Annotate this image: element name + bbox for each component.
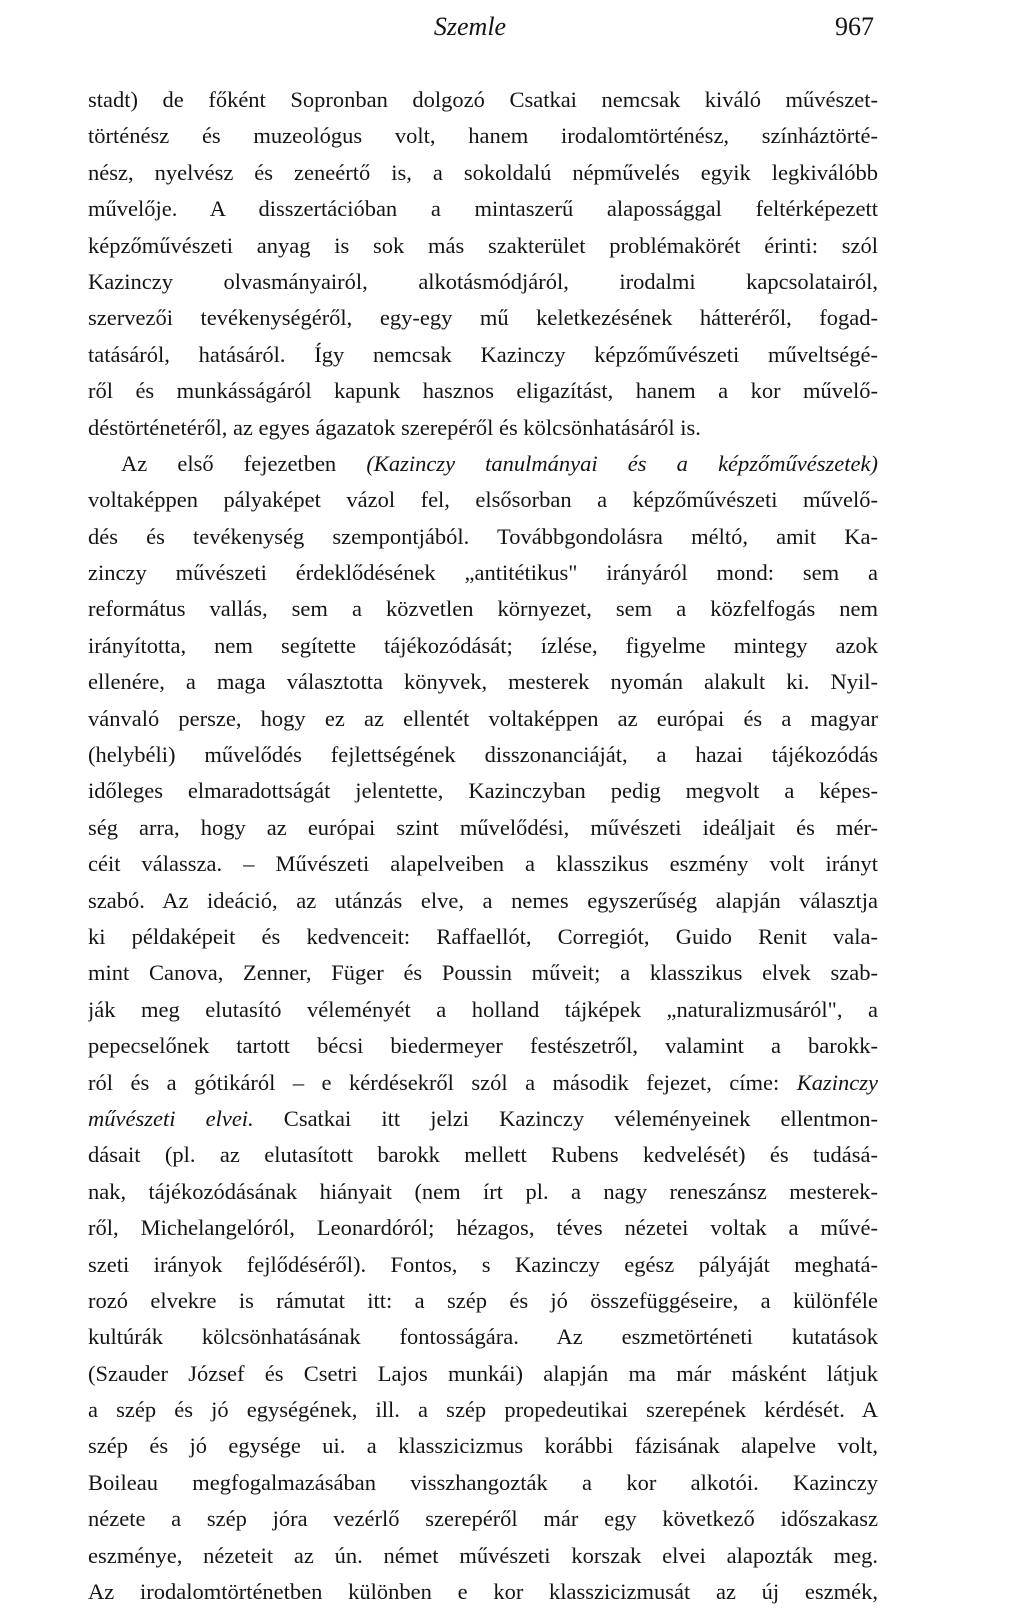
text-line: művelője. A disszertációban a mintaszerű alapossággal feltérképezett: [88, 196, 878, 222]
text-line: szervezői tevékenységéről, egy-egy mű keletkezésének hátteréről, fogad-: [88, 305, 878, 331]
review-body-text: [88, 82, 878, 1610]
text-line: dés és tevékenység szempontjából. Továbbgondolásra méltó, amit Ka-: [88, 523, 878, 549]
text-line: [88, 1065, 878, 1101]
text-line: rozó elvekre is rámutat itt: a szép és jó összefüggéseire, a különféle: [88, 1287, 878, 1313]
text-line: történész és muzeológus volt, hanem irodalomtörténész, színháztörté-: [88, 123, 878, 149]
running-title: Szemle: [433, 12, 507, 41]
text-line: (Szauder József és Csetri Lajos munkái) alapján ma már másként látjuk: [88, 1360, 878, 1386]
text-line: mint Canova, Zenner, Füger és Poussin műveit; a klasszikus elvek szab-: [88, 960, 878, 986]
text-line: [88, 446, 878, 482]
text-line: nézete a szép jóra vezérlő szerepéről már egy következő időszakasz: [88, 1506, 878, 1532]
text-line: ről, Michelangelóról, Leonardóról; hézagos, téves nézetei voltak a művé-: [88, 1215, 878, 1241]
text-line: szép és jó egysége ui. a klasszicizmus korábbi fázisának alapelve volt,: [88, 1433, 878, 1459]
text-line: Kazinczy olvasmányairól, alkotásmódjáról, irodalmi kapcsolatairól,: [88, 268, 878, 294]
text-line: (helybéli) művelődés fejlettségének disszonanciáját, a hazai tájékozódás: [88, 742, 878, 768]
text-line: ség arra, hogy az európai szint művelődési, művészeti ideáljait és mér-: [88, 814, 878, 840]
text-run: ról és a gótikáról – e kérdésekről szól a második fejezet, címe:: [88, 1069, 797, 1095]
text-line: stadt) de főként Sopronban dolgozó Csatkai nemcsak kiváló művészet-: [88, 87, 878, 112]
text-line: ről és munkásságáról kapunk hasznos eligazítást, hanem a kor művelő-: [88, 378, 878, 404]
running-head: [0, 10, 1024, 50]
text-line: szeti irányok fejlődéséről). Fontos, s Kazinczy egész pályáját meghatá-: [88, 1251, 878, 1277]
text-line: irányította, nem segítette tájékozódását; ízlése, figyelme mintegy azok: [88, 632, 878, 658]
text-line: szabó. Az ideáció, az utánzás elve, a nemes egyszerűség alapján választja: [88, 887, 878, 913]
text-line: időleges elmaradottságát jelentette, Kazinczyban pedig megvolt a képes-: [88, 778, 878, 804]
text-line: kultúrák kölcsönhatásának fontosságára. Az eszmetörténeti kutatások: [88, 1324, 878, 1350]
text-line: ki példaképeit és kedvenceit: Raffaellót, Corregiót, Guido Renit vala-: [88, 923, 878, 949]
text-line: református vallás, sem a közvetlen környezet, sem a közfelfogás nem: [88, 596, 878, 622]
text-line: [88, 1101, 878, 1137]
italic-title: művészeti elvei.: [88, 1105, 254, 1131]
text-line: céit válassza. – Művészeti alapelveiben a klasszikus eszmény volt irányt: [88, 851, 878, 877]
text-line: voltaképpen pályaképet vázol fel, elsősorban a képzőművészeti művelő-: [88, 487, 878, 513]
text-line: a szép és jó egységének, ill. a szép propedeutikai szerepének kérdését. A: [88, 1397, 878, 1423]
text-line: képzőművészeti anyag is sok más szakterület problémakörét érinti: szól: [88, 232, 878, 258]
text-run: Az első fejezetben: [121, 450, 367, 476]
text-line: ellenére, a maga választotta könyvek, mesterek nyomán alakult ki. Nyil-: [88, 669, 878, 695]
italic-title: (Kazinczy tanulmányai és a képzőművészetek): [366, 450, 878, 476]
italic-title: Kazinczy: [796, 1069, 878, 1095]
text-line: zinczy művészeti érdeklődésének „antitétikus" irányáról mond: sem a: [88, 560, 878, 586]
text-line: tatásáról, hatásáról. Így nemcsak Kazinczy képzőművészeti műveltségé-: [88, 341, 878, 367]
text-line: déstörténetéről, az egyes ágazatok szerepéről és kölcsönhatásáról is.: [88, 414, 701, 440]
text-line: nész, nyelvész és zeneértő is, a sokoldalú népművelés egyik legkiválóbb: [88, 159, 878, 185]
text-line: pepecselőnek tartott bécsi biedermeyer festészetről, valamint a barokk-: [88, 1033, 878, 1059]
text-run: Csatkai itt jelzi Kazinczy véleményeinek ellentmon-: [253, 1105, 878, 1131]
text-line: Boileau megfogalmazásában visszhangozták a kor alkotói. Kazinczy: [88, 1469, 878, 1495]
text-line: Az irodalomtörténetben különben e kor klasszicizmusát az új eszmék,: [88, 1579, 878, 1605]
text-line: ják meg elutasító véleményét a holland tájképek „naturalizmusáról", a: [88, 996, 878, 1022]
text-line: nak, tájékozódásának hiányait (nem írt pl. a nagy reneszánsz mesterek-: [88, 1178, 878, 1204]
text-line: eszménye, nézeteit az ún. német művészeti korszak elvei alapozták meg.: [88, 1542, 878, 1568]
text-line: dásait (pl. az elutasított barokk mellett Rubens kedvelését) és tudásá-: [88, 1142, 878, 1168]
text-line: vánvaló persze, hogy ez az ellentét voltaképpen az európai és a magyar: [88, 705, 878, 731]
page-number: 967: [835, 12, 874, 41]
